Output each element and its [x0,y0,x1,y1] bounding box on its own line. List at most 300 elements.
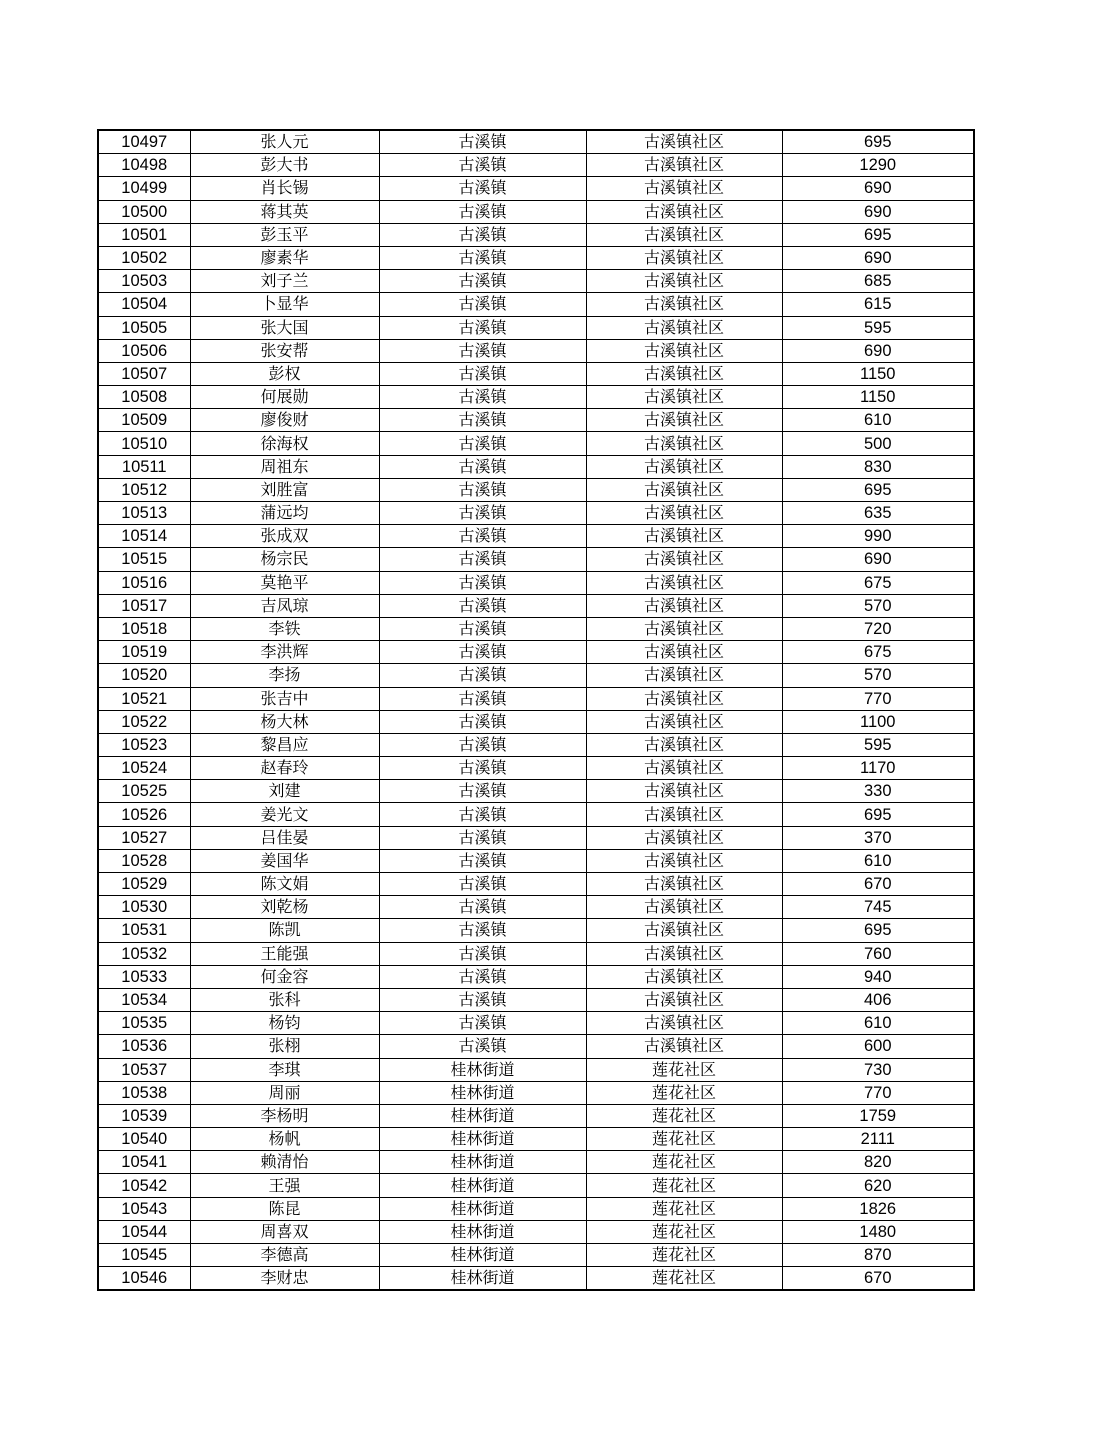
town-cell: 古溪镇 [379,942,586,965]
town-cell: 古溪镇 [379,687,586,710]
amount-cell: 685 [782,270,974,293]
table-row [98,803,974,826]
town-cell: 古溪镇 [379,571,586,594]
table-row [98,409,974,432]
town-cell: 古溪镇 [379,478,586,501]
community-cell: 古溪镇社区 [586,246,782,269]
amount-cell: 820 [782,1151,974,1174]
town-cell: 桂林街道 [379,1244,586,1267]
name-cell: 周祖东 [190,455,379,478]
community-cell: 古溪镇社区 [586,432,782,455]
table-row [98,1220,974,1243]
record-id-cell: 10544 [98,1220,190,1243]
town-cell: 古溪镇 [379,849,586,872]
amount-cell: 1290 [782,154,974,177]
record-id-cell: 10506 [98,339,190,362]
community-cell: 古溪镇社区 [586,896,782,919]
town-cell: 古溪镇 [379,409,586,432]
community-cell: 古溪镇社区 [586,664,782,687]
table-row [98,826,974,849]
record-id-cell: 10513 [98,502,190,525]
name-cell: 周丽 [190,1081,379,1104]
table-row [98,919,974,942]
name-cell: 吕佳晏 [190,826,379,849]
amount-cell: 695 [782,223,974,246]
town-cell: 桂林街道 [379,1081,586,1104]
amount-cell: 620 [782,1174,974,1197]
amount-cell: 1480 [782,1220,974,1243]
name-cell: 李琪 [190,1058,379,1081]
community-cell: 莲花社区 [586,1151,782,1174]
community-cell: 古溪镇社区 [586,339,782,362]
community-cell: 古溪镇社区 [586,293,782,316]
name-cell: 张科 [190,988,379,1011]
community-cell: 莲花社区 [586,1128,782,1151]
table-row [98,664,974,687]
community-cell: 古溪镇社区 [586,687,782,710]
town-cell: 桂林街道 [379,1128,586,1151]
record-id-cell: 10539 [98,1104,190,1127]
records-table [97,129,975,1291]
record-id-cell: 10511 [98,455,190,478]
name-cell: 刘子兰 [190,270,379,293]
table-row [98,780,974,803]
town-cell: 古溪镇 [379,177,586,200]
name-cell: 周喜双 [190,1220,379,1243]
community-cell: 古溪镇社区 [586,757,782,780]
table-row [98,873,974,896]
town-cell: 古溪镇 [379,780,586,803]
town-cell: 古溪镇 [379,919,586,942]
table-row [98,200,974,223]
town-cell: 古溪镇 [379,525,586,548]
table-row [98,1174,974,1197]
community-cell: 古溪镇社区 [586,617,782,640]
town-cell: 古溪镇 [379,246,586,269]
amount-cell: 406 [782,988,974,1011]
table-row [98,594,974,617]
record-id-cell: 10515 [98,548,190,571]
name-cell: 王能强 [190,942,379,965]
record-id-cell: 10498 [98,154,190,177]
town-cell: 古溪镇 [379,316,586,339]
record-id-cell: 10497 [98,130,190,154]
town-cell: 古溪镇 [379,270,586,293]
amount-cell: 695 [782,803,974,826]
community-cell: 古溪镇社区 [586,502,782,525]
amount-cell: 690 [782,339,974,362]
community-cell: 莲花社区 [586,1220,782,1243]
town-cell: 古溪镇 [379,200,586,223]
record-id-cell: 10517 [98,594,190,617]
table-row [98,386,974,409]
amount-cell: 675 [782,571,974,594]
table-row [98,733,974,756]
table-row [98,1081,974,1104]
table-row [98,1244,974,1267]
town-cell: 古溪镇 [379,988,586,1011]
table-row [98,339,974,362]
record-id-cell: 10533 [98,965,190,988]
name-cell: 李财忠 [190,1267,379,1291]
amount-cell: 330 [782,780,974,803]
town-cell: 古溪镇 [379,826,586,849]
community-cell: 古溪镇社区 [586,710,782,733]
amount-cell: 610 [782,1012,974,1035]
name-cell: 李杨明 [190,1104,379,1127]
record-id-cell: 10507 [98,362,190,385]
community-cell: 古溪镇社区 [586,849,782,872]
name-cell: 赖清怡 [190,1151,379,1174]
record-id-cell: 10526 [98,803,190,826]
name-cell: 黎昌应 [190,733,379,756]
table-row [98,757,974,780]
name-cell: 何展勋 [190,386,379,409]
community-cell: 古溪镇社区 [586,154,782,177]
amount-cell: 770 [782,1081,974,1104]
record-id-cell: 10525 [98,780,190,803]
community-cell: 古溪镇社区 [586,919,782,942]
community-cell: 古溪镇社区 [586,873,782,896]
table-row [98,1012,974,1035]
amount-cell: 940 [782,965,974,988]
town-cell: 古溪镇 [379,664,586,687]
town-cell: 古溪镇 [379,757,586,780]
community-cell: 古溪镇社区 [586,316,782,339]
community-cell: 古溪镇社区 [586,826,782,849]
town-cell: 古溪镇 [379,455,586,478]
record-id-cell: 10528 [98,849,190,872]
name-cell: 彭权 [190,362,379,385]
amount-cell: 690 [782,548,974,571]
record-id-cell: 10540 [98,1128,190,1151]
community-cell: 古溪镇社区 [586,223,782,246]
amount-cell: 500 [782,432,974,455]
name-cell: 蒋其英 [190,200,379,223]
name-cell: 张人元 [190,130,379,154]
table-row [98,293,974,316]
amount-cell: 570 [782,594,974,617]
table-row [98,502,974,525]
name-cell: 蒲远均 [190,502,379,525]
record-id-cell: 10500 [98,200,190,223]
name-cell: 姜光文 [190,803,379,826]
community-cell: 古溪镇社区 [586,548,782,571]
community-cell: 古溪镇社区 [586,965,782,988]
community-cell: 莲花社区 [586,1197,782,1220]
table-row [98,270,974,293]
name-cell: 李扬 [190,664,379,687]
community-cell: 莲花社区 [586,1081,782,1104]
table-row [98,1058,974,1081]
record-id-cell: 10508 [98,386,190,409]
community-cell: 古溪镇社区 [586,780,782,803]
community-cell: 古溪镇社区 [586,733,782,756]
name-cell: 陈凯 [190,919,379,942]
amount-cell: 635 [782,502,974,525]
table-row [98,362,974,385]
name-cell: 陈文娟 [190,873,379,896]
record-id-cell: 10521 [98,687,190,710]
record-id-cell: 10512 [98,478,190,501]
town-cell: 桂林街道 [379,1267,586,1291]
community-cell: 莲花社区 [586,1267,782,1291]
table-row [98,246,974,269]
town-cell: 古溪镇 [379,154,586,177]
table-row [98,177,974,200]
community-cell: 古溪镇社区 [586,386,782,409]
amount-cell: 1150 [782,386,974,409]
table-row [98,1104,974,1127]
community-cell: 古溪镇社区 [586,988,782,1011]
town-cell: 古溪镇 [379,965,586,988]
amount-cell: 1150 [782,362,974,385]
town-cell: 古溪镇 [379,733,586,756]
amount-cell: 670 [782,1267,974,1291]
name-cell: 吉凤琼 [190,594,379,617]
amount-cell: 1100 [782,710,974,733]
table-row [98,710,974,733]
records-table-body [98,130,974,1290]
community-cell: 古溪镇社区 [586,130,782,154]
record-id-cell: 10523 [98,733,190,756]
table-row [98,849,974,872]
name-cell: 王强 [190,1174,379,1197]
amount-cell: 770 [782,687,974,710]
name-cell: 莫艳平 [190,571,379,594]
community-cell: 古溪镇社区 [586,478,782,501]
record-id-cell: 10530 [98,896,190,919]
community-cell: 古溪镇社区 [586,641,782,664]
record-id-cell: 10514 [98,525,190,548]
record-id-cell: 10538 [98,1081,190,1104]
name-cell: 肖长锡 [190,177,379,200]
amount-cell: 690 [782,200,974,223]
community-cell: 古溪镇社区 [586,803,782,826]
record-id-cell: 10518 [98,617,190,640]
town-cell: 桂林街道 [379,1197,586,1220]
amount-cell: 595 [782,316,974,339]
name-cell: 姜国华 [190,849,379,872]
town-cell: 桂林街道 [379,1174,586,1197]
table-row [98,432,974,455]
amount-cell: 615 [782,293,974,316]
table-row [98,223,974,246]
amount-cell: 595 [782,733,974,756]
name-cell: 廖俊财 [190,409,379,432]
table-row [98,896,974,919]
record-id-cell: 10534 [98,988,190,1011]
amount-cell: 1759 [782,1104,974,1127]
community-cell: 莲花社区 [586,1244,782,1267]
town-cell: 古溪镇 [379,130,586,154]
table-row [98,478,974,501]
record-id-cell: 10501 [98,223,190,246]
table-row [98,687,974,710]
amount-cell: 600 [782,1035,974,1058]
amount-cell: 830 [782,455,974,478]
name-cell: 徐海权 [190,432,379,455]
record-id-cell: 10503 [98,270,190,293]
town-cell: 古溪镇 [379,1035,586,1058]
record-id-cell: 10527 [98,826,190,849]
name-cell: 张吉中 [190,687,379,710]
name-cell: 张安帮 [190,339,379,362]
town-cell: 古溪镇 [379,223,586,246]
name-cell: 杨帆 [190,1128,379,1151]
name-cell: 李德高 [190,1244,379,1267]
amount-cell: 610 [782,409,974,432]
record-id-cell: 10537 [98,1058,190,1081]
town-cell: 古溪镇 [379,362,586,385]
table-row [98,1267,974,1291]
community-cell: 古溪镇社区 [586,525,782,548]
table-row [98,130,974,154]
name-cell: 陈昆 [190,1197,379,1220]
table-row [98,571,974,594]
table-row [98,1128,974,1151]
town-cell: 古溪镇 [379,803,586,826]
amount-cell: 1826 [782,1197,974,1220]
name-cell: 廖素华 [190,246,379,269]
amount-cell: 695 [782,919,974,942]
record-id-cell: 10542 [98,1174,190,1197]
town-cell: 桂林街道 [379,1220,586,1243]
record-id-cell: 10499 [98,177,190,200]
name-cell: 杨钧 [190,1012,379,1035]
name-cell: 刘建 [190,780,379,803]
record-id-cell: 10509 [98,409,190,432]
town-cell: 古溪镇 [379,293,586,316]
town-cell: 古溪镇 [379,873,586,896]
name-cell: 彭大书 [190,154,379,177]
name-cell: 卜显华 [190,293,379,316]
town-cell: 古溪镇 [379,710,586,733]
record-id-cell: 10541 [98,1151,190,1174]
community-cell: 古溪镇社区 [586,571,782,594]
community-cell: 古溪镇社区 [586,594,782,617]
record-id-cell: 10510 [98,432,190,455]
table-row [98,316,974,339]
amount-cell: 670 [782,873,974,896]
amount-cell: 370 [782,826,974,849]
amount-cell: 2111 [782,1128,974,1151]
community-cell: 古溪镇社区 [586,200,782,223]
table-row [98,1035,974,1058]
name-cell: 李洪辉 [190,641,379,664]
record-id-cell: 10532 [98,942,190,965]
name-cell: 杨大林 [190,710,379,733]
amount-cell: 690 [782,177,974,200]
record-id-cell: 10531 [98,919,190,942]
name-cell: 彭玉平 [190,223,379,246]
community-cell: 古溪镇社区 [586,1035,782,1058]
table-row [98,525,974,548]
table-row [98,942,974,965]
town-cell: 桂林街道 [379,1104,586,1127]
name-cell: 刘乾杨 [190,896,379,919]
record-id-cell: 10543 [98,1197,190,1220]
town-cell: 桂林街道 [379,1151,586,1174]
table-row [98,617,974,640]
name-cell: 张成双 [190,525,379,548]
table-row [98,154,974,177]
name-cell: 何金容 [190,965,379,988]
town-cell: 古溪镇 [379,502,586,525]
record-id-cell: 10524 [98,757,190,780]
amount-cell: 695 [782,478,974,501]
community-cell: 古溪镇社区 [586,455,782,478]
record-id-cell: 10536 [98,1035,190,1058]
record-id-cell: 10519 [98,641,190,664]
town-cell: 古溪镇 [379,594,586,617]
amount-cell: 745 [782,896,974,919]
town-cell: 古溪镇 [379,386,586,409]
community-cell: 莲花社区 [586,1174,782,1197]
record-id-cell: 10520 [98,664,190,687]
table-row [98,988,974,1011]
community-cell: 古溪镇社区 [586,1012,782,1035]
name-cell: 张栩 [190,1035,379,1058]
table-row [98,1197,974,1220]
name-cell: 刘胜富 [190,478,379,501]
table-row [98,548,974,571]
record-id-cell: 10535 [98,1012,190,1035]
community-cell: 莲花社区 [586,1058,782,1081]
table-row [98,1151,974,1174]
record-id-cell: 10546 [98,1267,190,1291]
amount-cell: 760 [782,942,974,965]
record-id-cell: 10505 [98,316,190,339]
amount-cell: 570 [782,664,974,687]
record-id-cell: 10516 [98,571,190,594]
amount-cell: 675 [782,641,974,664]
amount-cell: 730 [782,1058,974,1081]
town-cell: 桂林街道 [379,1058,586,1081]
amount-cell: 690 [782,246,974,269]
community-cell: 古溪镇社区 [586,270,782,293]
community-cell: 古溪镇社区 [586,409,782,432]
record-id-cell: 10504 [98,293,190,316]
name-cell: 赵春玲 [190,757,379,780]
town-cell: 古溪镇 [379,617,586,640]
name-cell: 张大国 [190,316,379,339]
record-id-cell: 10529 [98,873,190,896]
record-id-cell: 10502 [98,246,190,269]
town-cell: 古溪镇 [379,339,586,362]
amount-cell: 1170 [782,757,974,780]
community-cell: 古溪镇社区 [586,362,782,385]
name-cell: 杨宗民 [190,548,379,571]
record-id-cell: 10522 [98,710,190,733]
amount-cell: 990 [782,525,974,548]
town-cell: 古溪镇 [379,641,586,664]
town-cell: 古溪镇 [379,1012,586,1035]
table-row [98,965,974,988]
table-row [98,641,974,664]
town-cell: 古溪镇 [379,432,586,455]
record-id-cell: 10545 [98,1244,190,1267]
community-cell: 古溪镇社区 [586,177,782,200]
amount-cell: 610 [782,849,974,872]
amount-cell: 720 [782,617,974,640]
name-cell: 李铁 [190,617,379,640]
amount-cell: 870 [782,1244,974,1267]
town-cell: 古溪镇 [379,548,586,571]
community-cell: 莲花社区 [586,1104,782,1127]
town-cell: 古溪镇 [379,896,586,919]
community-cell: 古溪镇社区 [586,942,782,965]
